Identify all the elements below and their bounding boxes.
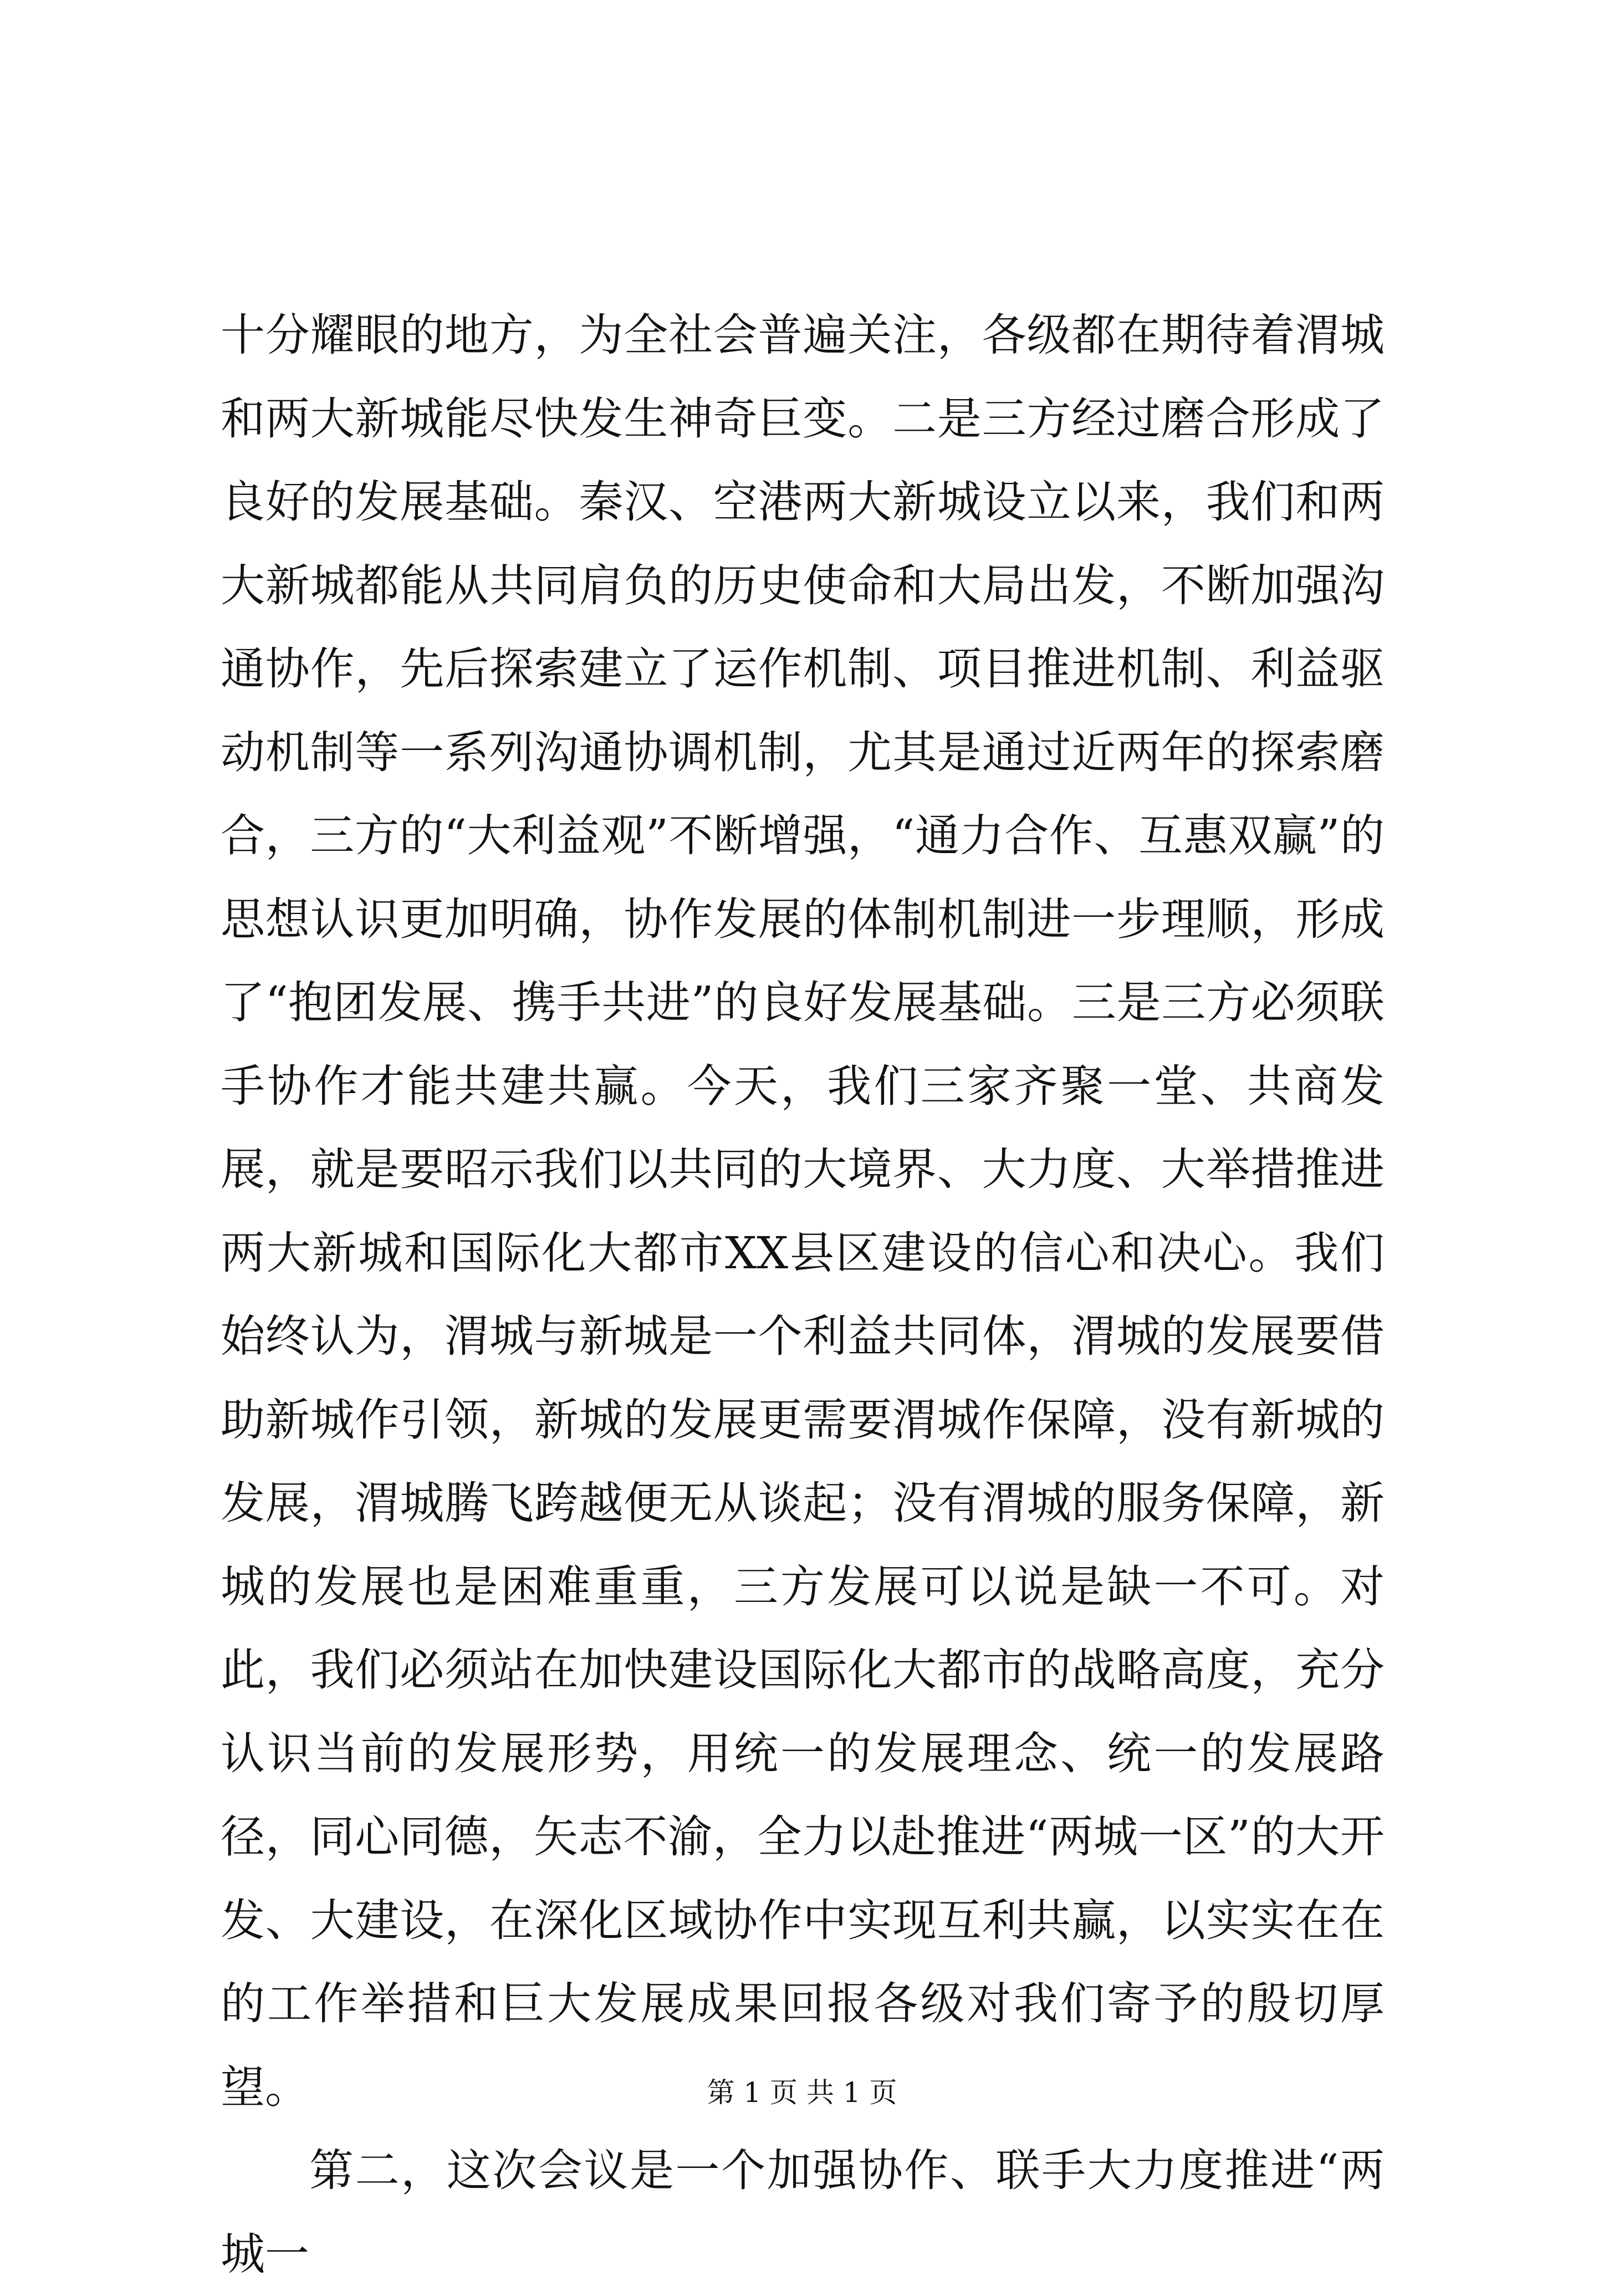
- paragraph-2: 第二，这次会议是一个加强协作、联手大力度推进“两城一: [221, 2145, 1385, 2280]
- page-footer: 第 1 页 共 1 页: [707, 2076, 897, 2109]
- paragraph-1: 十分耀眼的地方，为全社会普遍关注，各级都在期待着渭城和两大新城能尽快发生神奇巨变。二是三方经过磨合形成了良好的发展基础。秦汉、空港两大新城设立以来，我们和两大新城都能从共同肩负的历史使命和大局出发，不断加强沟通协作，先后探索建立了运作机制、项目推进机制、利益驱动机制等一系列沟通协调机制，尤其是通过近两年的探索磨合，三方的“大利益观”不断增强，“通力合作、互惠双赢”的思想认识更加明确，协作发展的体制机制进一步理顺，形成了“抱团发展、携手共进”的良好发展基础。三是三方必须联手协作才能共建共赢。今天，我们三家齐聚一堂、共商发展，就是要昭示我们以共同的大境界、大力度、大举措推进两大新城和国际化大都市XX县区建设的信心和决心。我们始终认为，渭城与新城是一个利益共同体，渭城的发展要借助新城作引领，新城的发展更需要渭城作保障，没有新城的发展，渭城腾飞跨越便无从谈起；没有渭城的服务保障，新城的发展也是困难重重，三方发展可以说是缺一不可。对此，我们必须站在加快建设国际化大都市的战略高度，充分认识当前的发展形势，用统一的发展理念、统一的发展路径，同心同德，矢志不渝，全力以赴推进“两城一区”的大开发、大建设，在深化区域协作中实现互利共赢，以实实在在的工作举措和巨大发展成果回报各级对我们寄予的殷切厚望。: [221, 309, 1385, 2113]
- document-body: [221, 294, 1385, 2296]
